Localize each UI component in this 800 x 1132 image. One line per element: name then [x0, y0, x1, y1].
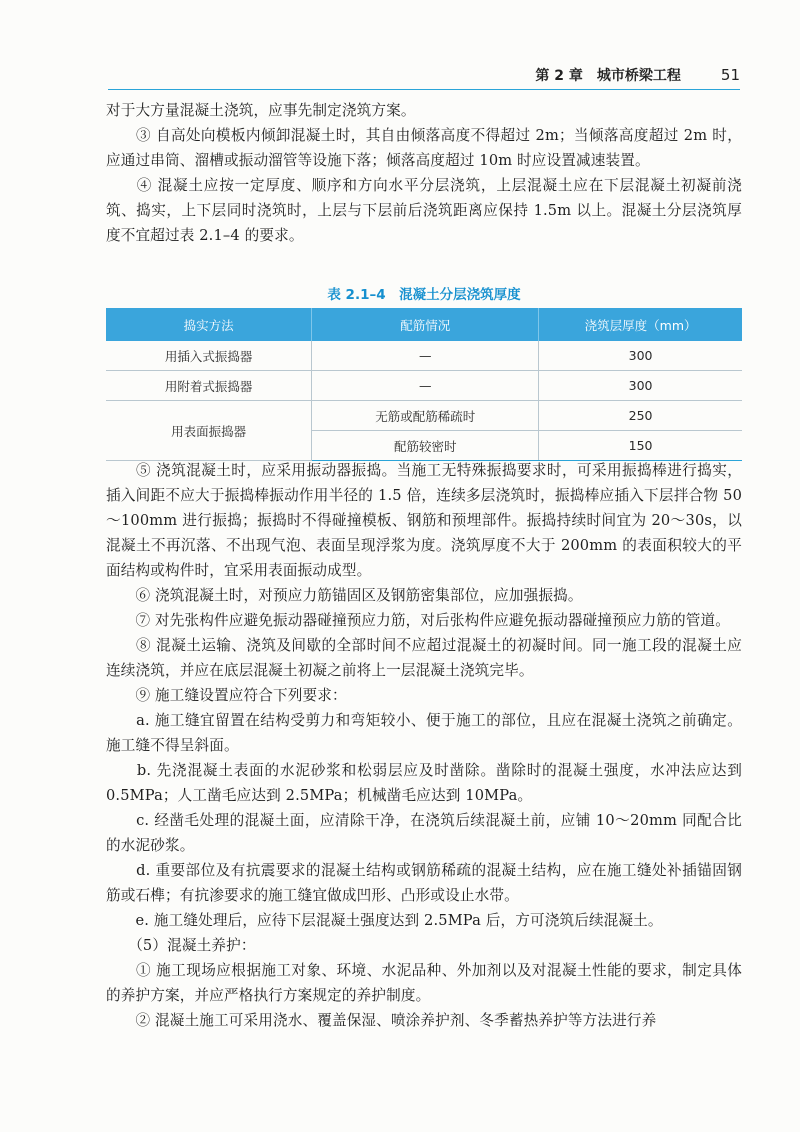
paragraph: ⑧ 混凝土运输、浇筑及间歇的全部时间不应超过混凝土的初凝时间。同一施工段的混凝土应连续浇筑，并应在底层混凝土初凝之前将上一层混凝土浇筑完毕。 — [106, 637, 742, 679]
paragraph: 对于大方量混凝土浇筑，应事先制定浇筑方案。 — [106, 102, 416, 119]
paragraph: ② 混凝土施工可采用浇水、覆盖保湿、喷涂养护剂、冬季蓄热养护等方法进行养 — [106, 1012, 657, 1029]
header-thickness: 浇筑层厚度（mm） — [539, 308, 742, 341]
cell-thickness: 250 — [539, 401, 742, 431]
chapter-title: 第 2 章 城市桥梁工程 — [535, 68, 681, 84]
paragraph: ① 施工现场应根据施工对象、环境、水泥品种、外加剂以及对混凝土性能的要求，制定具体的养护方案，并应严格执行方案规定的养护制度。 — [106, 962, 742, 1004]
layer-thickness-table — [106, 308, 742, 461]
paragraph: ⑤ 浇筑混凝土时，应采用振动器振捣。当施工无特殊振捣要求时，可采用振捣棒进行捣实，插入间距不应大于振捣棒振动作用半径的 1.5 倍，连续多层浇筑时，振捣棒应插入下层拌合物 50～100mm 进行振捣；振捣时不得碰撞模板、钢筋和预埋部件。振捣持续时间宜为 20～30s，以混凝土不再沉落、不出现气泡、表面呈现浮浆为度。浇筑厚度不大于 200mm 的表面积较大的平面结构或构件时，宜采用表面振动成型。 — [106, 462, 742, 579]
table-row — [106, 371, 742, 401]
paragraph: a. 施工缝宜留置在结构受剪力和弯矩较小、便于施工的部位，且应在混凝土浇筑之前确定。施工缝不得呈斜面。 — [106, 712, 742, 754]
cell-method: 用附着式振捣器 — [106, 371, 312, 401]
header-rule — [108, 89, 740, 90]
paragraph: b. 先浇混凝土表面的水泥砂浆和松弱层应及时凿除。凿除时的混凝土强度，水冲法应达到 0.5MPa；人工凿毛应达到 2.5MPa；机械凿毛应达到 10MPa。 — [106, 762, 742, 804]
page-header — [0, 62, 740, 88]
cell-rebar: — — [312, 371, 539, 401]
paragraph: ⑦ 对先张构件应避免振动器碰撞预应力筋，对后张构件应避免振动器碰撞预应力筋的管道。 — [106, 612, 731, 629]
table-caption: 表 2.1–4 混凝土分层浇筑厚度 — [327, 287, 521, 303]
cell-method: 用表面振捣器 — [106, 401, 312, 461]
header-method: 捣实方法 — [106, 308, 312, 341]
paragraph: e. 施工缝处理后，应待下层混凝土强度达到 2.5MPa 后，方可浇筑后续混凝土。 — [106, 912, 663, 929]
paragraph: c. 经凿毛处理的混凝土面，应清除干净，在浇筑后续混凝土前，应铺 10～20mm 同配合比的水泥砂浆。 — [106, 812, 742, 854]
cell-rebar: 无筋或配筋稀疏时 — [312, 401, 539, 431]
page-number: 51 — [720, 66, 740, 84]
header-rebar: 配筋情况 — [312, 308, 539, 341]
paragraph: ⑥ 浇筑混凝土时，对预应力筋锚固区及钢筋密集部位，应加强振捣。 — [106, 587, 583, 604]
paragraph: （5）混凝土养护： — [106, 937, 256, 954]
paragraph: ⑨ 施工缝设置应符合下列要求： — [106, 687, 347, 704]
cell-thickness: 300 — [539, 341, 742, 371]
paragraph: ④ 混凝土应按一定厚度、顺序和方向水平分层浇筑，上层混凝土应在下层混凝土初凝前浇筑、捣实，上下层同时浇筑时，上层与下层前后浇筑距离应保持 1.5m 以上。混凝土分层浇筑厚度不宜超过表 2.1–4 的要求。 — [106, 177, 742, 244]
cell-thickness: 300 — [539, 371, 742, 401]
text-block-bottom — [106, 458, 742, 1033]
cell-thickness: 150 — [539, 431, 742, 461]
paragraph: ③ 自高处向模板内倾卸混凝土时，其自由倾落高度不得超过 2m；当倾落高度超过 2m 时，应通过串筒、溜槽或振动溜管等设施下落；倾落高度超过 10m 时应设置减速装置。 — [106, 127, 742, 169]
text-block-top — [106, 98, 742, 248]
cell-rebar: 配筋较密时 — [312, 431, 539, 461]
table-row — [106, 401, 742, 431]
table-header-row — [106, 308, 742, 341]
cell-method: 用插入式振捣器 — [106, 341, 312, 371]
paragraph: d. 重要部位及有抗震要求的混凝土结构或钢筋稀疏的混凝土结构，应在施工缝处补插锚固钢筋或石榫；有抗渗要求的施工缝宜做成凹形、凸形或设止水带。 — [106, 862, 742, 904]
table-row — [106, 341, 742, 371]
cell-rebar: — — [312, 341, 539, 371]
